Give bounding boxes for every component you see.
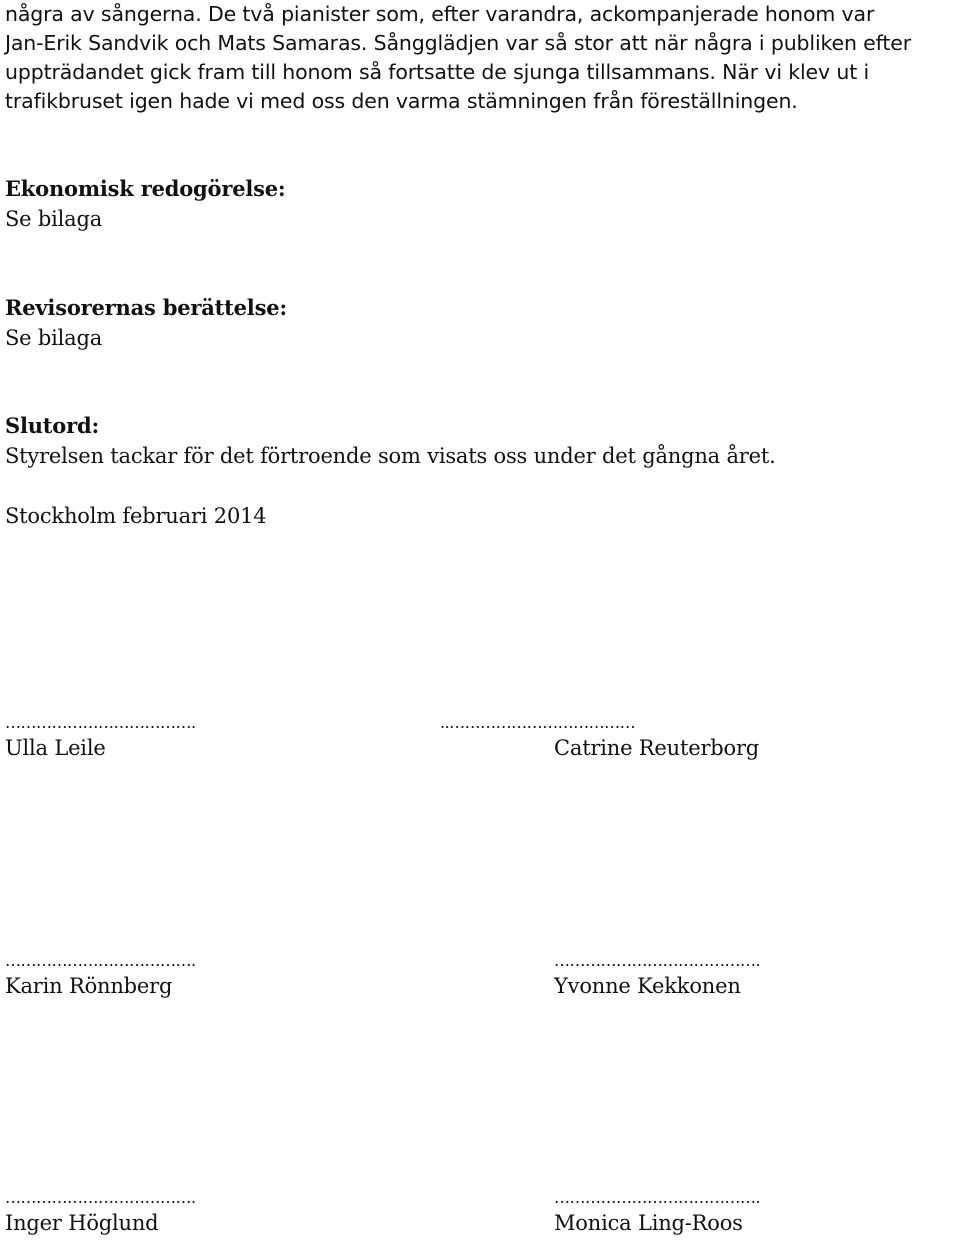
signature-karin-ronnberg — [5, 951, 196, 1001]
paragraph-line: några av sångerna. De två pianister som, efter varandra, ackompanjerade honom var — [5, 2, 875, 26]
signature-line: ..……………………………… — [440, 713, 636, 732]
signatory-name: Monica Ling-Roos — [554, 1211, 743, 1235]
signatory-name: Yvonne Kekkonen — [554, 974, 741, 998]
auditors-report-heading: Revisorernas berättelse: — [5, 295, 287, 320]
auditors-report-section — [5, 293, 287, 353]
paragraph-line: uppträdandet gick fram till honom så fortsatte de sjunga tillsammans. När vi klev ut i — [5, 60, 870, 84]
paragraph-line: trafikbruset igen hade vi med oss den varma stämningen från föreställningen. — [5, 89, 798, 113]
signature-inger-hoglund — [5, 1188, 196, 1238]
place-date-text: Stockholm februari 2014 — [5, 504, 267, 528]
body-paragraph — [5, 0, 957, 116]
signature-line: …………………………………. — [554, 951, 761, 970]
economic-report-section — [5, 174, 285, 234]
signatory-name: Inger Höglund — [5, 1211, 159, 1235]
signatory-name: Catrine Reuterborg — [554, 736, 760, 760]
economic-report-text: Se bilaga — [5, 207, 103, 231]
auditors-report-text: Se bilaga — [5, 326, 103, 350]
signature-ulla-leile — [5, 713, 196, 763]
signature-yvonne-kekkonen — [554, 951, 760, 1001]
signature-catrine-reuterborg — [440, 713, 759, 763]
place-date — [5, 501, 266, 531]
economic-report-heading: Ekonomisk redogörelse: — [5, 176, 286, 201]
paragraph-line: Jan-Erik Sandvik och Mats Samaras. Sångglädjen var så stor att när några i publiken efter — [5, 31, 911, 55]
closing-heading: Slutord: — [5, 413, 100, 438]
signature-line: ………………………………. — [5, 713, 196, 732]
signatory-name: Karin Rönnberg — [5, 974, 173, 998]
signature-line: ………………………………. — [5, 951, 196, 970]
closing-text: Styrelsen tackar för det förtroende som visats oss under det gångna året. — [5, 444, 776, 468]
closing-section — [5, 411, 776, 471]
signature-line: ………………………………. — [5, 1188, 196, 1207]
signature-line: …………………………………. — [554, 1188, 761, 1207]
signatory-name: Ulla Leile — [5, 736, 106, 760]
signature-monica-ling-roos — [554, 1188, 760, 1238]
